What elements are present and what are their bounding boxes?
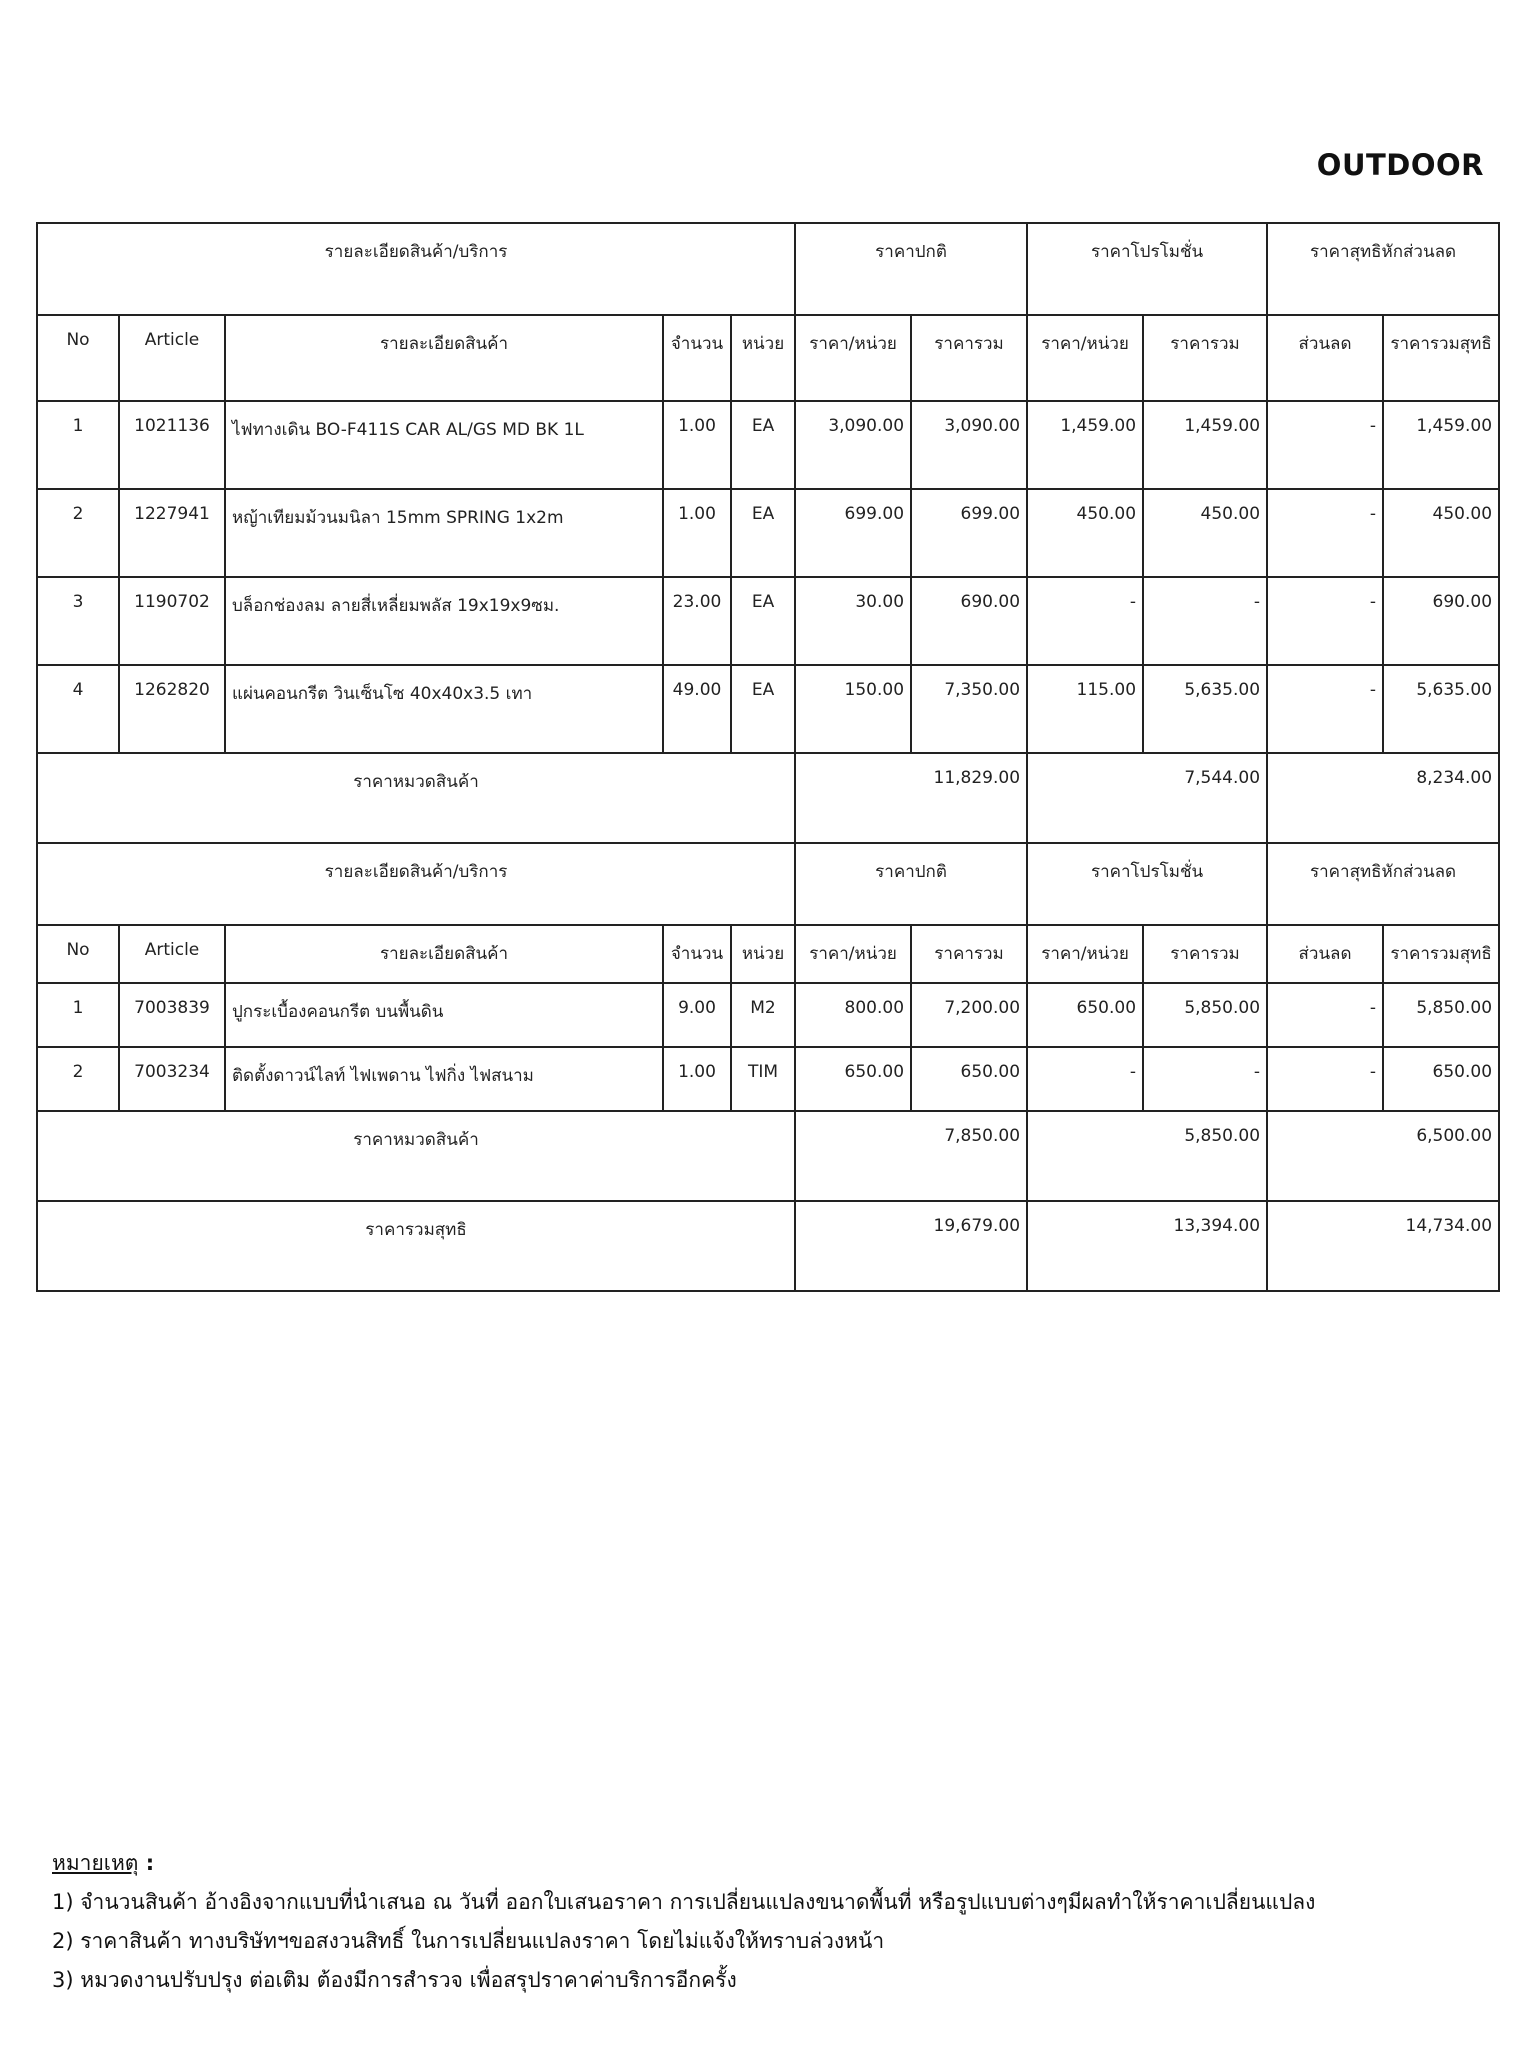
group-header-row	[37, 223, 1499, 315]
cell-desc: แผ่นคอนกรีต วินเซ็นโซ 40x40x3.5 เทา	[225, 665, 663, 753]
note-line: 1) จำนวนสินค้า อ้างอิงจากแบบที่นำเสนอ ณ วันที่ ออกใบเสนอราคา การเปลี่ยนแปลงขนาดพื้นที่ หรือรูปแบบต่างๆมีผลทำให้ราคาเปลี่ยนแปลง	[52, 1890, 1316, 1914]
cell-article: 1021136	[119, 401, 225, 489]
cell-promo-total: -	[1143, 1047, 1267, 1111]
cell-promo-unit-price: 1,459.00	[1027, 401, 1143, 489]
grand-total-row	[37, 1201, 1499, 1291]
grand-total-promo: 13,394.00	[1027, 1201, 1267, 1291]
col-desc: รายละเอียดสินค้า	[225, 315, 663, 401]
cell-no: 2	[37, 489, 119, 577]
cell-discount: -	[1267, 577, 1383, 665]
col-unit: หน่วย	[731, 925, 795, 983]
cell-total: 699.00	[911, 489, 1027, 577]
subtotal-net: 8,234.00	[1267, 753, 1499, 843]
col-unit-price: ราคา/หน่วย	[795, 315, 911, 401]
cell-no: 1	[37, 401, 119, 489]
cell-qty: 1.00	[663, 489, 731, 577]
cell-desc: ไฟทางเดิน BO-F411S CAR AL/GS MD BK 1L	[225, 401, 663, 489]
group-detail-header: รายละเอียดสินค้า/บริการ	[37, 223, 795, 315]
cell-no: 3	[37, 577, 119, 665]
cell-unit-price: 650.00	[795, 1047, 911, 1111]
col-no: No	[37, 315, 119, 401]
column-header-row	[37, 315, 1499, 401]
cell-unit-price: 30.00	[795, 577, 911, 665]
cell-desc: ติดตั้งดาวน์ไลท์ ไฟเพดาน ไฟกิ่ง ไฟสนาม	[225, 1047, 663, 1111]
group-promo-price-header: ราคาโปรโมชั่น	[1027, 843, 1267, 925]
cell-net-total: 450.00	[1383, 489, 1499, 577]
group-net-price-header: ราคาสุทธิหักส่วนลด	[1267, 223, 1499, 315]
cell-qty: 9.00	[663, 983, 731, 1047]
cell-total: 3,090.00	[911, 401, 1027, 489]
cell-total: 7,350.00	[911, 665, 1027, 753]
col-no: No	[37, 925, 119, 983]
subtotal-normal: 11,829.00	[795, 753, 1027, 843]
cell-article: 1262820	[119, 665, 225, 753]
notes-colon: :	[138, 1851, 155, 1875]
cell-unit-price: 150.00	[795, 665, 911, 753]
cell-unit: EA	[731, 489, 795, 577]
cell-unit-price: 699.00	[795, 489, 911, 577]
cell-total: 7,200.00	[911, 983, 1027, 1047]
col-promo-total: ราคารวม	[1143, 925, 1267, 983]
cell-unit: TIM	[731, 1047, 795, 1111]
table-row	[37, 983, 1499, 1047]
note-line: 3) หมวดงานปรับปรุง ต่อเติม ต้องมีการสำรวจ เพื่อสรุปราคาค่าบริการอีกครั้ง	[52, 1968, 737, 1992]
cell-net-total: 690.00	[1383, 577, 1499, 665]
subtotal-row	[37, 1111, 1499, 1201]
cell-promo-unit-price: 450.00	[1027, 489, 1143, 577]
grand-total-normal: 19,679.00	[795, 1201, 1027, 1291]
col-discount: ส่วนลด	[1267, 925, 1383, 983]
subtotal-net: 6,500.00	[1267, 1111, 1499, 1201]
subtotal-promo: 5,850.00	[1027, 1111, 1267, 1201]
quotation-table	[36, 222, 1500, 1292]
table-row	[37, 665, 1499, 753]
table-row	[37, 1047, 1499, 1111]
subtotal-label: ราคาหมวดสินค้า	[37, 1111, 795, 1201]
cell-discount: -	[1267, 489, 1383, 577]
cell-qty: 23.00	[663, 577, 731, 665]
col-unit-price: ราคา/หน่วย	[795, 925, 911, 983]
subtotal-label: ราคาหมวดสินค้า	[37, 753, 795, 843]
cell-discount: -	[1267, 1047, 1383, 1111]
cell-net-total: 650.00	[1383, 1047, 1499, 1111]
col-discount: ส่วนลด	[1267, 315, 1383, 401]
cell-no: 2	[37, 1047, 119, 1111]
col-article: Article	[119, 315, 225, 401]
cell-net-total: 5,635.00	[1383, 665, 1499, 753]
cell-desc: หญ้าเทียมม้วนมนิลา 15mm SPRING 1x2m	[225, 489, 663, 577]
table-row	[37, 401, 1499, 489]
notes-heading: หมายเหตุ	[52, 1851, 139, 1875]
cell-promo-total: 450.00	[1143, 489, 1267, 577]
cell-no: 1	[37, 983, 119, 1047]
group-net-price-header: ราคาสุทธิหักส่วนลด	[1267, 843, 1499, 925]
cell-unit-price: 800.00	[795, 983, 911, 1047]
cell-unit: EA	[731, 665, 795, 753]
cell-desc: ปูกระเบื้องคอนกรีต บนพื้นดิน	[225, 983, 663, 1047]
col-promo-unit-price: ราคา/หน่วย	[1027, 925, 1143, 983]
cell-article: 7003839	[119, 983, 225, 1047]
cell-unit: M2	[731, 983, 795, 1047]
col-total: ราคารวม	[911, 315, 1027, 401]
cell-article: 1227941	[119, 489, 225, 577]
cell-promo-total: -	[1143, 577, 1267, 665]
cell-discount: -	[1267, 665, 1383, 753]
cell-qty: 49.00	[663, 665, 731, 753]
cell-promo-total: 1,459.00	[1143, 401, 1267, 489]
cell-promo-total: 5,635.00	[1143, 665, 1267, 753]
col-unit: หน่วย	[731, 315, 795, 401]
cell-net-total: 1,459.00	[1383, 401, 1499, 489]
cell-promo-unit-price: 115.00	[1027, 665, 1143, 753]
col-total: ราคารวม	[911, 925, 1027, 983]
cell-net-total: 5,850.00	[1383, 983, 1499, 1047]
subtotal-normal: 7,850.00	[795, 1111, 1027, 1201]
group-normal-price-header: ราคาปกติ	[795, 223, 1027, 315]
notes-section	[52, 1844, 1315, 2000]
cell-total: 690.00	[911, 577, 1027, 665]
cell-unit: EA	[731, 401, 795, 489]
cell-total: 650.00	[911, 1047, 1027, 1111]
grand-total-net: 14,734.00	[1267, 1201, 1499, 1291]
col-desc: รายละเอียดสินค้า	[225, 925, 663, 983]
col-qty: จำนวน	[663, 925, 731, 983]
cell-promo-unit-price: -	[1027, 1047, 1143, 1111]
group-normal-price-header: ราคาปกติ	[795, 843, 1027, 925]
cell-qty: 1.00	[663, 1047, 731, 1111]
cell-desc: บล็อกช่องลม ลายสี่เหลี่ยมพลัส 19x19x9ซม.	[225, 577, 663, 665]
col-article: Article	[119, 925, 225, 983]
col-promo-unit-price: ราคา/หน่วย	[1027, 315, 1143, 401]
cell-no: 4	[37, 665, 119, 753]
cell-article: 1190702	[119, 577, 225, 665]
subtotal-row	[37, 753, 1499, 843]
column-header-row	[37, 925, 1499, 983]
cell-promo-total: 5,850.00	[1143, 983, 1267, 1047]
cell-article: 7003234	[119, 1047, 225, 1111]
col-net-total: ราคารวมสุทธิ	[1383, 925, 1499, 983]
notes-heading-line	[52, 1844, 1315, 1883]
cell-promo-unit-price: 650.00	[1027, 983, 1143, 1047]
group-promo-price-header: ราคาโปรโมชั่น	[1027, 223, 1267, 315]
cell-promo-unit-price: -	[1027, 577, 1143, 665]
page-title: OUTDOOR	[1316, 148, 1484, 182]
subtotal-promo: 7,544.00	[1027, 753, 1267, 843]
cell-discount: -	[1267, 401, 1383, 489]
cell-qty: 1.00	[663, 401, 731, 489]
col-qty: จำนวน	[663, 315, 731, 401]
cell-discount: -	[1267, 983, 1383, 1047]
note-line: 2) ราคาสินค้า ทางบริษัทฯขอสงวนสิทธิ์ ในการเปลี่ยนแปลงราคา โดยไม่แจ้งให้ทราบล่วงหน้า	[52, 1929, 885, 1953]
group-detail-header: รายละเอียดสินค้า/บริการ	[37, 843, 795, 925]
col-promo-total: ราคารวม	[1143, 315, 1267, 401]
table-row	[37, 577, 1499, 665]
cell-unit-price: 3,090.00	[795, 401, 911, 489]
group-header-row	[37, 843, 1499, 925]
grand-total-label: ราคารวมสุทธิ	[37, 1201, 795, 1291]
cell-unit: EA	[731, 577, 795, 665]
col-net-total: ราคารวมสุทธิ	[1383, 315, 1499, 401]
table-row	[37, 489, 1499, 577]
